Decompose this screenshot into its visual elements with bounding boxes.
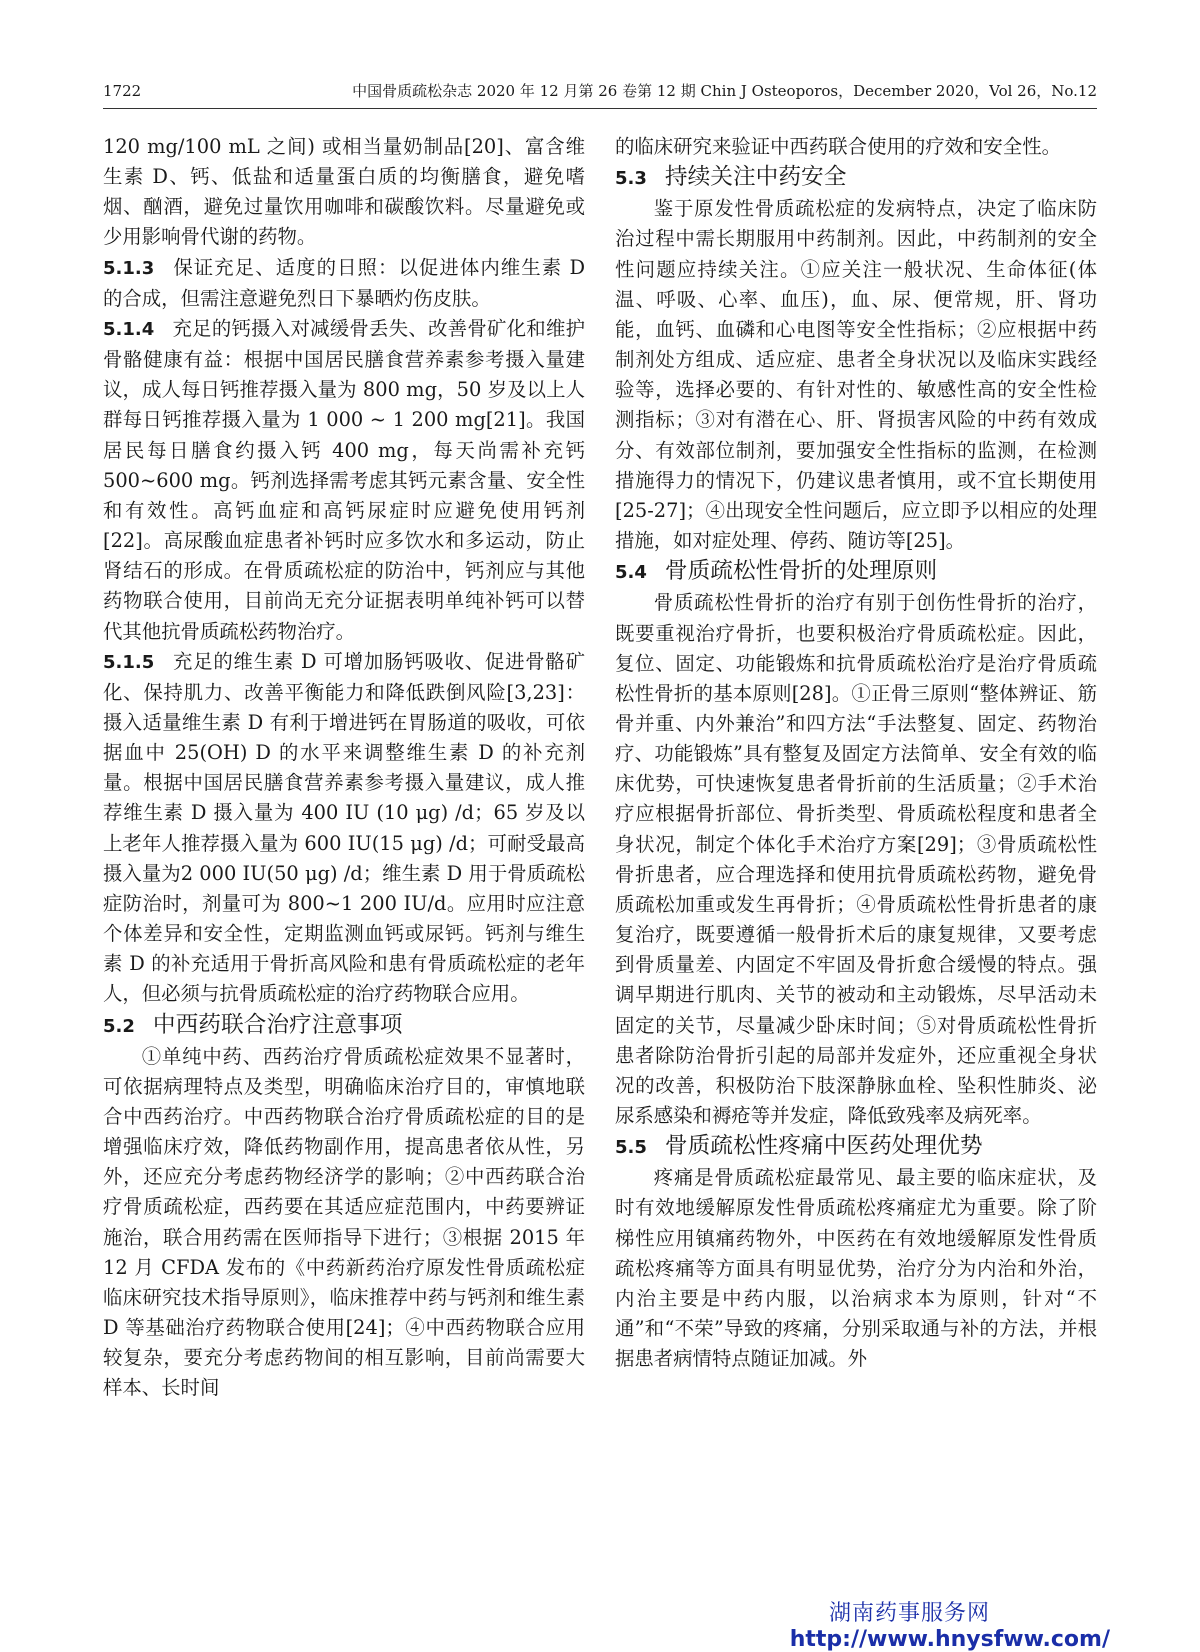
paragraph-5-2: ①单纯中药、西药治疗骨质疏松症效果不显著时，可依据病理特点及类型，明确临床治疗目的，审慎地联合中西药治疗。中西药物联合治疗骨质疏松症的目的是增强临床疗效，降低药物副作用，提高患者依从性，另外，还应充分考虑药物经济学的影响；②中西药联合治疗骨质疏松症，西药要在其适应症范围内，中药要辨证施治，联合用药需在医师指导下进行；③根据 2015 年 12 月 CFDA 发布的《中药新药治疗原发性骨质疏松症临床研究技术指导原则》，临床推荐中药与钙剂和维生素 D 等基础治疗药物联合使用[24]；④中西药物联合应用较复杂，要充分考虑药物间的相互影响，目前尚需要大样本、长时间 — [103, 1044, 585, 1400]
section-number: 5.1.4 — [103, 318, 155, 340]
watermark-name: 湖南药事服务网 — [828, 1601, 990, 1626]
right-column — [615, 132, 1097, 1374]
heading-number: 5.3 — [615, 168, 647, 190]
heading-number: 5.5 — [615, 1137, 647, 1159]
running-header — [103, 78, 1097, 104]
page-number: 1722 — [103, 82, 142, 100]
heading-title: 骨质疏松性疼痛中医药处理优势 — [664, 1133, 983, 1160]
paragraph-5-3: 鉴于原发性骨质疏松症的发病特点，决定了临床防治过程中需长期服用中药制剂。因此，中药制剂的安全性问题应持续关注。①应关注一般状况、生命体征(体温、呼吸、心率、血压)，血、尿、便常规，肝、肾功能，血钙、血磷和心电图等安全性指标；②应根据中药制剂处方组成、适应症、患者全身状况以及临床实践经验等，选择必要的、有针对性的、敏感性高的安全性检测指标；③对有潜在心、肝、肾损害风险的中药有效成分、有效部位制剂，要加强安全性指标的监测，在检测措施得力的情况下，仍建议患者慎用，或不宜长期使用[25-27]；④出现安全性问题后，应立即予以相应的处理措施，如对症处理、停药、随访等[25]。 — [615, 197, 1097, 553]
watermark-url[interactable]: http://www.hnysfww.com/ — [789, 1627, 1110, 1652]
section-5-1-3 — [103, 253, 585, 314]
heading-title: 持续关注中药安全 — [664, 164, 847, 191]
section-5-1-4 — [103, 314, 585, 647]
section-text: 充足的维生素 D 可增加肠钙吸收、促进骨骼矿化、保持肌力、改善平衡能力和降低跌倒风险[3,23]：摄入适量维生素 D 有利于增进钙在胃肠道的吸收，可依据血中 25(OH) D 的水平来调整维生素 D 的补充剂量。根据中国居民膳食营养素参考摄入量建议，成人推荐维生素 D 摄入量为 400 IU (10 μg) /d；65 岁及以上老年人推荐摄入量为 600 IU(15 μg) /d；可耐受最高摄入量为2 000 IU(50 μg) /d；维生素 D 用于骨质疏松症防治时，剂量可为 800~1 200 IU/d。应用时应注意个体差异和安全性，定期监测血钙或尿钙。钙剂与维生素 D 的补充适用于骨折高风险和患有骨质疏松症的老年人，但必须与抗骨质疏松症的治疗药物联合应用。 — [103, 649, 585, 1006]
paragraph-continued: 的临床研究来验证中西药联合使用的疗效和安全性。 — [615, 135, 1061, 158]
heading-5-3 — [615, 162, 1097, 194]
paragraph-5-4: 骨质疏松性骨折的治疗有别于创伤性骨折的治疗，既要重视治疗骨折，也要积极治疗骨质疏松症。因此，复位、固定、功能锻炼和抗骨质疏松治疗是治疗骨质疏松性骨折的基本原则[28]。①正骨三原则“整体辨证、筋骨并重、内外兼治”和四方法“手法整复、固定、药物治疗、功能锻炼”具有整复及固定方法简单、安全有效的临床优势，可快速恢复患者骨折前的生活质量；②手术治疗应根据骨折部位、骨折类型、骨质疏松程度和患者全身状况，制定个体化手术治疗方案[29]；③骨质疏松性骨折患者，应合理选择和使用抗骨质疏松药物，避免骨质疏松加重或发生再骨折；④骨质疏松性骨折患者的康复治疗，既要遵循一般骨折术后的康复规律，又要考虑到骨质量差、内固定不牢固及骨折愈合缓慢的特点。强调早期进行肌肉、关节的被动和主动锻炼，尽早活动未固定的关节，尽量减少卧床时间；⑤对骨质疏松性骨折患者除防治骨折引起的局部并发症外，还应重视全身状况的改善，积极防治下肢深静脉血栓、坠积性肺炎、泌尿系感染和褥疮等并发症，降低致残率及病死率。 — [615, 591, 1097, 1127]
paragraph-diet: 120 mg/100 mL 之间) 或相当量奶制品[20]、富含维生素 D、钙、低盐和适量蛋白质的均衡膳食，避免嗜烟、酗酒，避免过量饮用咖啡和碳酸饮料。尽量避免或少用影响骨代谢的药物。 — [103, 135, 585, 249]
section-text: 保证充足、适度的日照：以促进体内维生素 D 的合成，但需注意避免烈日下暴晒灼伤皮肤。 — [103, 255, 585, 310]
section-5-1-5 — [103, 647, 585, 1010]
heading-5-4 — [615, 556, 1097, 588]
heading-number: 5.4 — [615, 562, 647, 584]
heading-title: 骨质疏松性骨折的处理原则 — [664, 558, 938, 585]
section-text: 充足的钙摄入对减缓骨丢失、改善骨矿化和维护骨骼健康有益：根据中国居民膳食营养素参考摄入量建议，成人每日钙推荐摄入量为 800 mg，50 岁及以上人群每日钙推荐摄入量为 1 000 ~ 1 200 mg[21]。我国居民每日膳食约摄入钙 400 mg，每天尚需补充钙 500~600 mg。钙剂选择需考虑其钙元素含量、安全性和有效性。高钙血症和高钙尿症时应避免使用钙剂[22]。高尿酸血症患者补钙时应多饮水和多运动，防止肾结石的形成。在骨质疏松症的防治中，钙剂应与其他药物联合使用，目前尚无充分证据表明单纯补钙可以替代其他抗骨质疏松药物治疗。 — [103, 316, 585, 643]
heading-title: 中西药联合治疗注意事项 — [152, 1011, 403, 1038]
header-rule — [103, 108, 1097, 109]
site-watermark — [790, 1596, 1110, 1652]
running-title: 中国骨质疏松杂志 2020 年 12 月第 26 卷第 12 期 Chin J Osteoporos，December 2020，Vol 26，No.12 — [352, 82, 1097, 100]
heading-number: 5.2 — [103, 1015, 135, 1037]
section-number: 5.1.3 — [103, 257, 155, 279]
heading-5-5 — [615, 1131, 1097, 1163]
left-column — [103, 132, 585, 1404]
paragraph-5-5: 疼痛是骨质疏松症最常见、最主要的临床症状，及时有效地缓解原发性骨质疏松疼痛症尤为重要。除了阶梯性应用镇痛药物外，中医药在有效地缓解原发性骨质疏松疼痛等方面具有明显优势，治疗分为内治和外治，内治主要是中药内服，以治病求本为原则，针对“不通”和“不荣”导致的疼痛，分别采取通与补的方法，并根据患者病情特点随证加减。外 — [615, 1166, 1097, 1371]
heading-5-2 — [103, 1010, 585, 1042]
section-number: 5.1.5 — [103, 651, 155, 673]
